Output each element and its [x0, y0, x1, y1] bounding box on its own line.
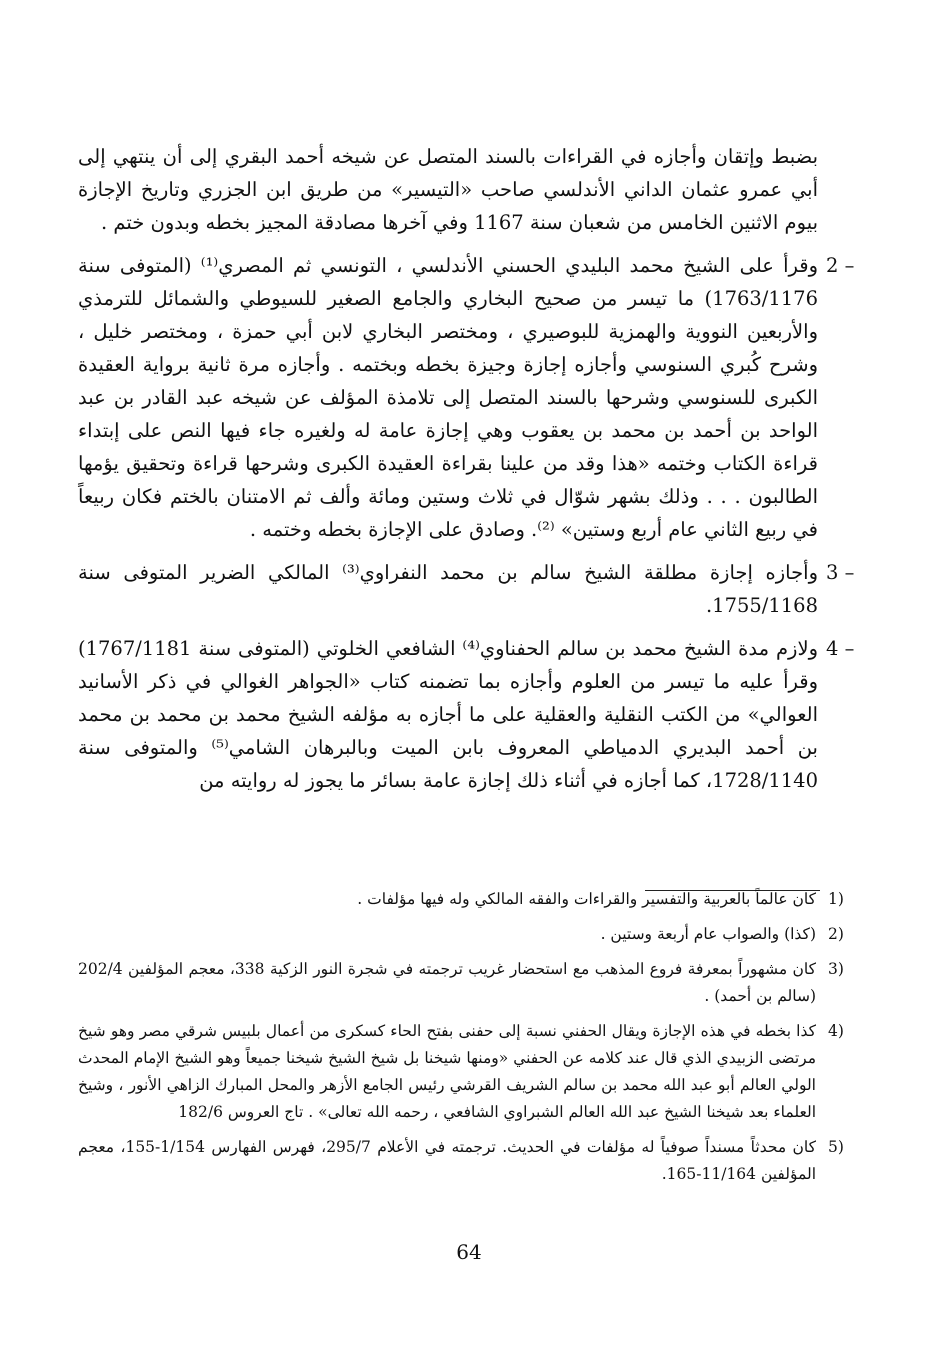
footnotes [78, 886, 844, 1196]
footnote-number: 3) [828, 960, 844, 978]
footnote-text: كان عالماً بالعربية والتفسير والقراءات والفقه المالكي وله فيها مؤلفات . [357, 890, 816, 908]
list-item [78, 632, 855, 797]
footnote [78, 1018, 844, 1126]
footnote [78, 886, 844, 913]
footnote-text: كان محدثاً مسنداً صوفياً له مؤلفات في الحديث. ترجمته في الأعلام 295/7، فهرس الفهارس 1/154-155، معجم المؤلفين 11/164-165. [78, 1138, 816, 1183]
item-number: 4 – [826, 637, 855, 660]
item-text: وأجازه إجازة مطلقة الشيخ سالم بن محمد النفراوي⁽³⁾ المالكي الضرير المتوفى سنة 1755/1168. [78, 561, 818, 617]
item-number: 3 – [826, 561, 855, 584]
list-item [78, 249, 855, 546]
item-text: وقرأ على الشيخ محمد البليدي الحسني الأندلسي ، التونسي ثم المصري⁽¹⁾ (المتوفى سنة 1763/1176) ما تيسر من صحيح البخاري والجامع الصغير للسيوطي والشمائل للترمذي والأربعين النووية والهمزية للبوصيري ، ومختصر البخاري لابن أبي حمزة ، ومختصر خليل ، وشرح كُبري السنوسي وأجازه إجازة وجيزة بخطه وبختمه . وأجازه مرة ثانية برواية العقيدة الكبرى للسنوسي وشرحها بالسند المتصل إلى تلامذة المؤلف عن شيخه عبد القادر بن عبد الواحد بن أحمد بن محمد بن يعقوب وهي إجازة عامة له ولغيره جاء فيها النص على إبتداء قراءة الكتاب وختمه «هذا وقد من علينا بقراءة العقيدة الكبرى وشرحها قراءة وتحقيق يؤمها الطالبون . . . وذلك بشهر شوّال في ثلاث وستين ومائة وألف ثم الامتنان بالختم فكان ربيعاً في ربيع الثاني عام أربع وستين» ⁽²⁾. وصادق على الإجازة بخطه وختمه . [78, 254, 818, 541]
footnote-text: كذا بخطه في هذه الإجازة ويقال الحفني نسبة إلى حفنى بفتح الحاء كسكرى من أعمال بلبيس شرقي مصر وهو شيخ مرتضى الزبيدي الذي قال عند كلامه عن الحفني «ومنها شيخنا بل شيخ الشيخ شيخنا جميعاً وهو الشيخ الإمام المحدث الولي العالم أبو عبد الله محمد بن سالم الشريف القرشي رئيس الجامع الأزهر والمحل المبارك الزاهي الأنور ، وشيخ العلماء بعد شيخنا الشيخ عبد الله العالم الشبراوي الشافعي ، رحمه الله تعالى» . تاج العروس 182/6 [78, 1022, 816, 1121]
footnote-number: 2) [828, 925, 844, 943]
page-body [78, 140, 855, 807]
footnote-number: 5) [828, 1138, 844, 1156]
main-paragraph: بضبط وإتقان وأجازه في القراءات بالسند المتصل عن شيخه أحمد البقري إلى أن ينتهي إلى أبي عمرو عثمان الداني الأندلسي صاحب «التيسير» من طريق ابن الجزري وتاريخ الإجازة بيوم الاثنين الخامس من شعبان سنة 1167 وفي آخرها مصادقة المجيز بخطه وبدون ختم . [78, 145, 818, 234]
footnote-text: كان مشهوراً بمعرفة فروع المذهب مع استحضار غريب ترجمته في شجرة النور الزكية 338، معجم المؤلفين 202/4 (سالم بن أحمد) . [78, 960, 816, 1005]
footnote-text: (كذا) والصواب عام أربعة وستين . [600, 925, 816, 943]
page-number: 64 [456, 1240, 482, 1264]
footnote [78, 956, 844, 1010]
footnote [78, 921, 844, 948]
footnote [78, 1134, 844, 1188]
item-text: ولازم مدة الشيخ محمد بن سالم الحفناوي⁽⁴⁾ الشافعي الخلوتي (المتوفى سنة 1767/1181) وقرأ عليه ما تيسر من العلوم وأجازه بما تضمنه كتاب «الجواهر الغوالي في ذكر الأسانيد العوالي» من الكتب النقلية والعقلية على ما أجازه به مؤلفه الشيخ محمد بن محمد بن محمد بن أحمد البديري الدمياطي المعروف بابن الميت وبالبرهان الشامي⁽⁵⁾ والمتوفى سنة 1728/1140، كما أجازه في أثناء ذلك إجازة عامة بسائر ما يجوز له روايته من [78, 637, 818, 792]
footnote-number: 4) [828, 1022, 844, 1040]
list-item [78, 556, 855, 622]
item-number: 2 – [826, 254, 855, 277]
footnote-number: 1) [828, 890, 844, 908]
